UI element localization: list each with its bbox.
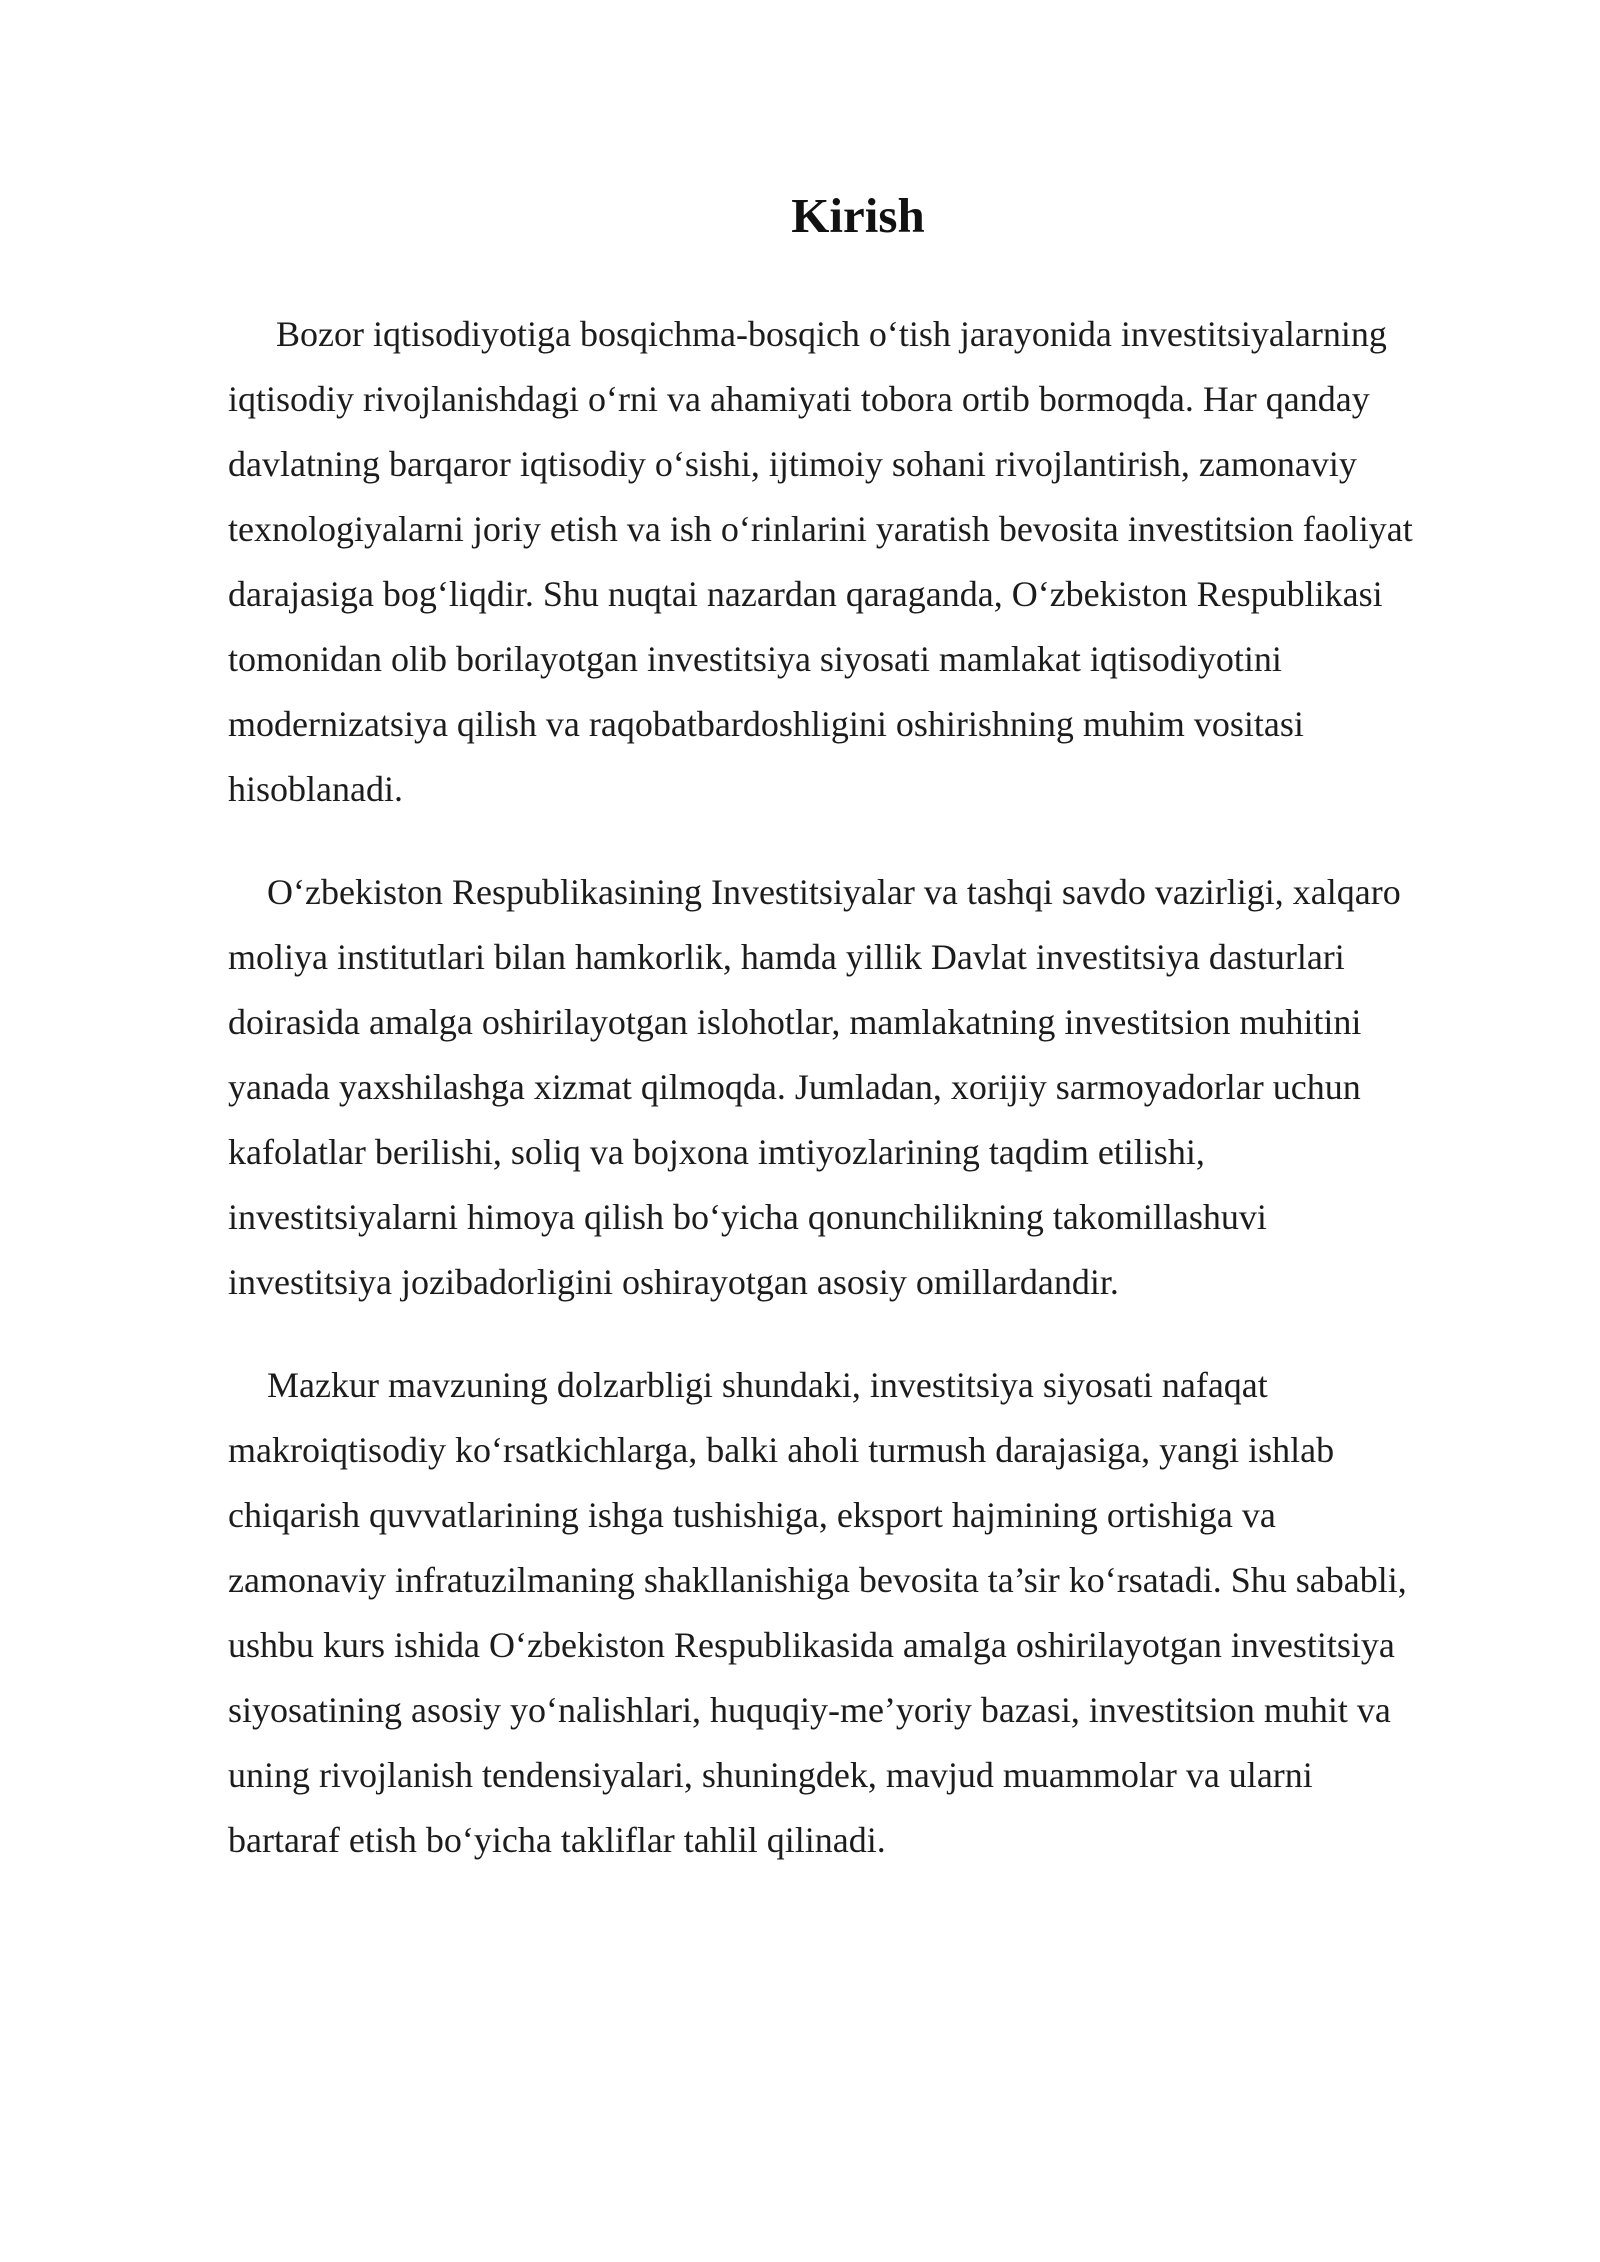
document-body [228, 302, 1478, 1911]
text-line: investitsiya jozibadorligini oshirayotgan asosiy omillardandir. [228, 1262, 1119, 1302]
text-line: texnologiyalarni joriy etish va ish o‘rinlarini yaratish bevosita investitsion faoliyat [228, 509, 1413, 549]
text-line: darajasiga bog‘liqdir. Shu nuqtai nazardan qaraganda, O‘zbekiston Respublikasi [228, 574, 1383, 614]
paragraph-1 [228, 302, 1478, 822]
text-line: ushbu kurs ishida O‘zbekiston Respublikasida amalga oshirilayotgan investitsiya [228, 1625, 1395, 1665]
paragraph-2 [228, 860, 1478, 1315]
text-line: Mazkur mavzuning dolzarbligi shundaki, investitsiya siyosati nafaqat [267, 1365, 1268, 1405]
text-line: doirasida amalga oshirilayotgan islohotlar, mamlakatning investitsion muhitini [228, 1002, 1362, 1042]
text-line: kafolatlar berilishi, soliq va bojxona imtiyozlarining taqdim etilishi, [228, 1132, 1205, 1172]
text-line: moliya institutlari bilan hamkorlik, hamda yillik Davlat investitsiya dasturlari [228, 937, 1345, 977]
text-line: siyosatining asosiy yo‘nalishlari, huquqiy-me’yoriy bazasi, investitsion muhit va [228, 1690, 1391, 1730]
text-line: investitsiyalarni himoya qilish bo‘yicha qonunchilikning takomillashuvi [228, 1197, 1267, 1237]
page-title: Kirish [791, 188, 925, 243]
text-line: iqtisodiy rivojlanishdagi o‘rni va ahamiyati tobora ortib bormoqda. Har qanday [228, 379, 1370, 419]
text-line: yanada yaxshilashga xizmat qilmoqda. Jumladan, xorijiy sarmoyadorlar uchun [228, 1067, 1361, 1107]
text-line: davlatning barqaror iqtisodiy o‘sishi, ijtimoiy sohani rivojlantirish, zamonaviy [228, 444, 1357, 484]
text-line: bartaraf etish bo‘yicha takliflar tahlil qilinadi. [228, 1820, 886, 1860]
text-line: O‘zbekiston Respublikasining Investitsiyalar va tashqi savdo vazirligi, xalqaro [267, 872, 1401, 912]
text-line: makroiqtisodiy ko‘rsatkichlarga, balki aholi turmush darajasiga, yangi ishlab [228, 1430, 1335, 1470]
text-line: uning rivojlanish tendensiyalari, shuningdek, mavjud muammolar va ularni [228, 1755, 1313, 1795]
text-line: chiqarish quvvatlarining ishga tushishiga, eksport hajmining ortishiga va [228, 1495, 1276, 1535]
text-line: modernizatsiya qilish va raqobatbardoshligini oshirishning muhim vositasi [228, 704, 1304, 744]
text-line: zamonaviy infratuzilmaning shakllanishiga bevosita ta’sir ko‘rsatadi. Shu sababli, [228, 1560, 1407, 1600]
paragraph-3 [228, 1353, 1478, 1873]
text-line: hisoblanadi. [228, 769, 403, 809]
text-line: Bozor iqtisodiyotiga bosqichma-bosqich o‘tish jarayonida investitsiyalarning [276, 314, 1387, 354]
text-line: tomonidan olib borilayotgan investitsiya siyosati mamlakat iqtisodiyotini [228, 639, 1282, 679]
